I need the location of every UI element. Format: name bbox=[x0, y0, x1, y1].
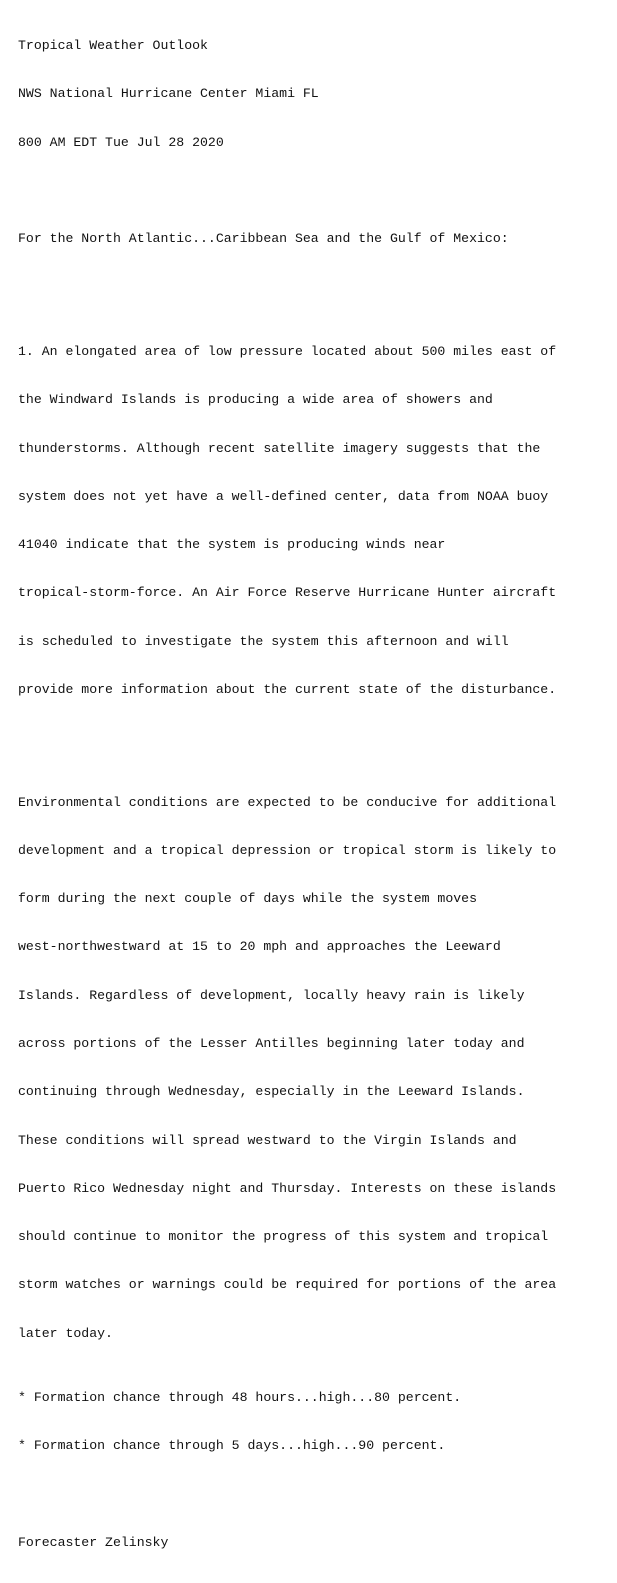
outlook-title: Tropical Weather Outlook bbox=[18, 38, 208, 54]
blank-line bbox=[18, 1487, 617, 1503]
paragraph2-line: across portions of the Lesser Antilles beginning later today and bbox=[18, 1036, 525, 1051]
paragraph2-line: Environmental conditions are expected to be conducive for additional bbox=[18, 794, 557, 810]
paragraph1-line: 41040 indicate that the system is producing winds near bbox=[18, 537, 446, 553]
paragraph2-line: should continue to monitor the progress of this system and tropical bbox=[18, 1229, 549, 1245]
paragraph1-line: system does not yet have a well-defined center, data from NOAA buoy bbox=[18, 488, 549, 504]
paragraph2-line: continuing through Wednesday, especially in the Leeward Islands. bbox=[18, 1084, 525, 1100]
paragraph2-line: Puerto Rico Wednesday night and Thursday. Interests on these islands bbox=[18, 1180, 557, 1196]
blank-line bbox=[18, 183, 617, 199]
paragraph2-line: form during the next couple of days while the system moves bbox=[18, 891, 477, 907]
blank-line bbox=[18, 730, 617, 746]
paragraph2-line: development and a tropical depression or tropical storm is likely to bbox=[18, 842, 557, 858]
forecaster-signature: Forecaster Zelinsky bbox=[18, 1534, 169, 1550]
paragraph1-line: 1. An elongated area of low pressure located about 500 miles east of bbox=[18, 343, 557, 359]
formation-chance-5d: * Formation chance through 5 days...high...90 percent. bbox=[18, 1438, 446, 1454]
region-line: For the North Atlantic...Caribbean Sea and the Gulf of Mexico: bbox=[18, 231, 509, 247]
paragraph1-line: is scheduled to investigate the system this afternoon and will bbox=[18, 633, 509, 649]
outlook-text bbox=[18, 6, 617, 1583]
blank-line bbox=[18, 280, 617, 296]
paragraph2-line: west-northwestward at 15 to 20 mph and approaches the Leeward bbox=[18, 939, 501, 955]
paragraph1-line: the Windward Islands is producing a wide area of showers and bbox=[18, 392, 493, 408]
paragraph1-line: provide more information about the current state of the disturbance. bbox=[18, 681, 557, 697]
paragraph1-line: thunderstorms. Although recent satellite imagery suggests that the bbox=[18, 440, 541, 456]
paragraph2-line: Islands. Regardless of development, locally heavy rain is likely bbox=[18, 987, 525, 1003]
paragraph2-line: storm watches or warnings could be required for portions of the area bbox=[18, 1277, 557, 1293]
paragraph2-line: later today. bbox=[18, 1325, 113, 1341]
paragraph2-line: These conditions will spread westward to the Virgin Islands and bbox=[18, 1132, 517, 1148]
issue-time: 800 AM EDT Tue Jul 28 2020 bbox=[18, 134, 224, 150]
paragraph1-line: tropical-storm-force. An Air Force Reserve Hurricane Hunter aircraft bbox=[18, 585, 557, 601]
issuing-office: NWS National Hurricane Center Miami FL bbox=[18, 86, 319, 102]
formation-chance-48h: * Formation chance through 48 hours...high...80 percent. bbox=[18, 1390, 462, 1406]
